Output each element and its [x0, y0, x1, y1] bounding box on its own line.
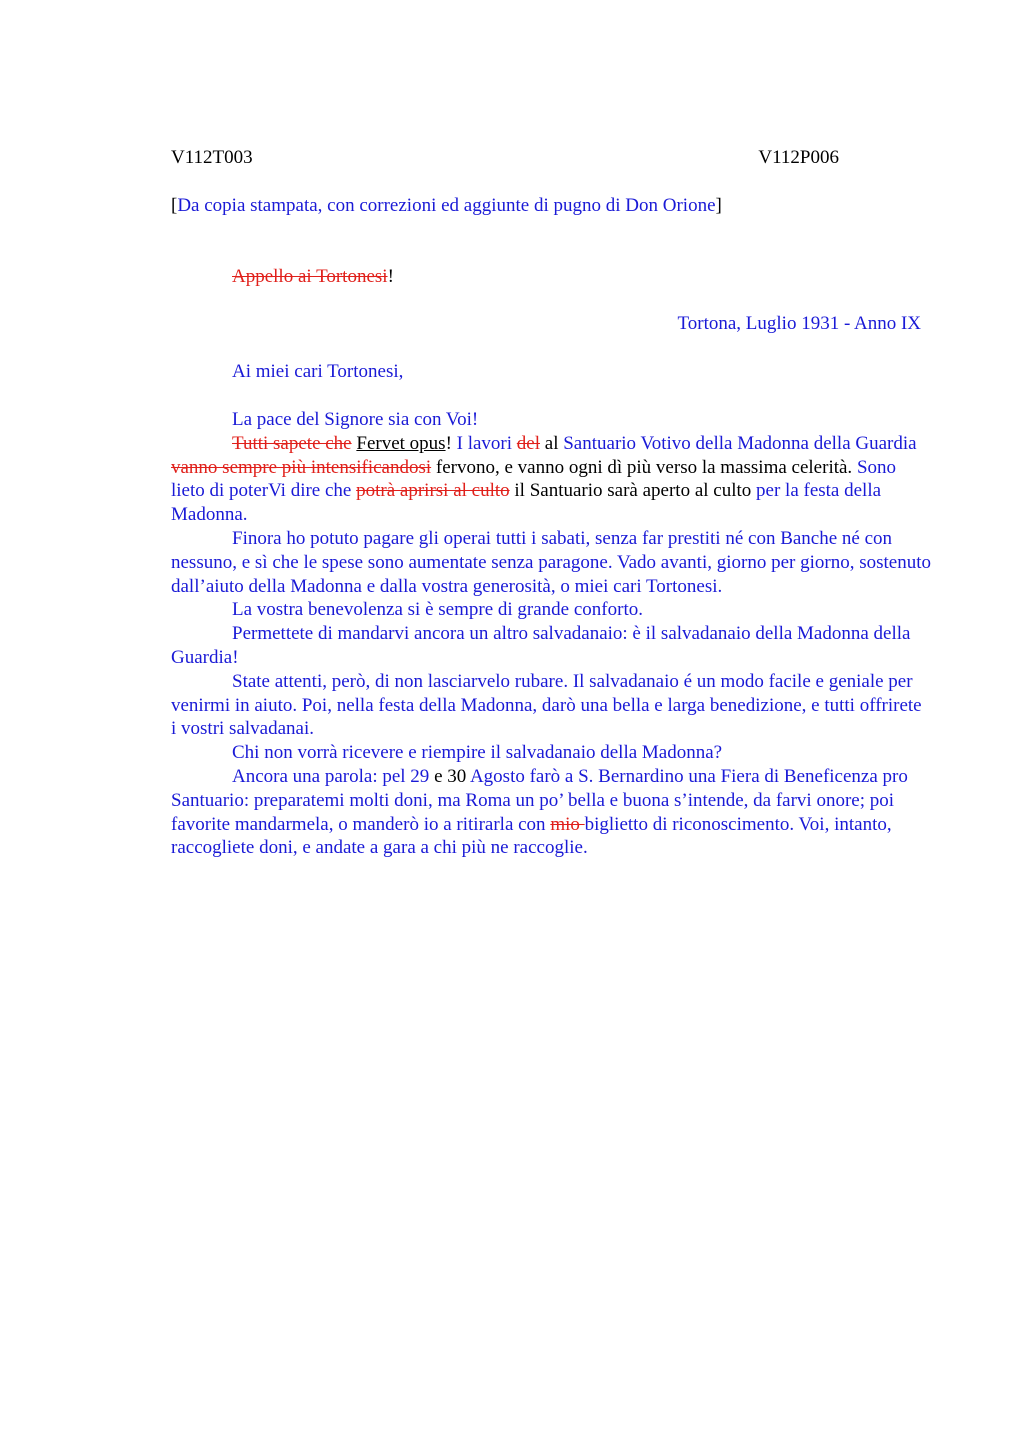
deleted-title-text: Appello ai Tortonesi — [232, 266, 388, 287]
added-text: Agosto farò a S. Bernardino una Fiera di Beneficenza pro Santuario: preparatemi molti doni, ma Roma un po’ bella e buona s’intende, da farvi onore; poi favorite mandarmela, o manderò io a ritirarla con — [171, 765, 908, 835]
salutation: Ai miei cari Tortonesi, — [232, 361, 404, 382]
deleted-text: del — [516, 432, 541, 454]
title-exclamation: ! — [387, 266, 394, 287]
source-note — [171, 195, 931, 217]
paragraph-warning: State attenti, però, di non lasciarvelo rubare. Il salvadanaio é un modo facile e geniale per venirmi in aiuto. Poi, nella festa della Madonna, darò una bella e larga benedizione, e tutti offrirete i vostri salvadanai. — [171, 670, 922, 740]
deleted-text: vanno sempre più intensificandosi — [171, 456, 432, 478]
added-text: Ancora una parola: pel 29 — [232, 765, 430, 787]
added-text: per la festa della Madonna. — [171, 480, 882, 526]
paragraph-salvadanaio: Permettete di mandarvi ancora un altro salvadanaio: è il salvadanaio della Madonna della Guardia! — [171, 623, 911, 668]
document-header — [171, 147, 839, 171]
dateline: Tortona, Luglio 1931 - Anno IX — [677, 313, 921, 334]
volume-code: V112T003 — [171, 147, 253, 168]
paragraph-fervet-opus — [171, 432, 931, 527]
paragraph-payments: Finora ho potuto pagare gli operai tutti i sabati, senza far prestiti né con Banche né con nessuno, e sì che le spese sono aumentate senza paragone. Vado avanti, giorno per giorno, sostenuto dall’aiuto della Madonna e dalla vostra generosità, o miei cari Tortonesi. — [171, 527, 931, 597]
page-code: V112P006 — [758, 147, 839, 168]
deleted-text: mio — [550, 813, 585, 835]
letter-title — [232, 266, 394, 288]
paragraph-question: Chi non vorrà ricevere e riempire il salvadanaio della Madonna? — [232, 742, 723, 764]
paragraph-fair — [171, 765, 931, 860]
source-note-close-bracket: ] — [715, 195, 722, 216]
source-note-open-bracket: [ — [171, 195, 178, 216]
added-text: biglietto di riconoscimento. Voi, intanto, raccogliete doni, e andate a gara a chi più ne raccoglie. — [171, 813, 892, 859]
added-text: Santuario Votivo della Madonna della Guardia — [563, 432, 917, 454]
underlined-fervet-opus: Fervet opus — [356, 432, 446, 454]
text-span: ! — [445, 432, 457, 454]
paragraph-greeting: La pace del Signore sia con Voi! — [232, 409, 479, 430]
deleted-text: potrà aprirsi al culto — [356, 480, 510, 502]
paragraph-benevolence: La vostra benevolenza si è sempre di grande conforto. — [232, 599, 643, 621]
text-span: e 30 — [429, 765, 470, 787]
text-span: al — [540, 432, 564, 454]
text-span: fervono, e vanno ogni dì più verso la massima celerità. — [431, 456, 857, 478]
added-text: Sono lieto di poterVi dire che — [171, 456, 897, 502]
text-span: il Santuario sarà aperto al culto — [509, 480, 752, 502]
deleted-text: Tutti sapete che — [232, 432, 352, 454]
source-note-text: Da copia stampata, con correzioni ed aggiunte di pugno di Don Orione — [177, 195, 716, 216]
letter-body — [171, 408, 931, 860]
added-text: I lavori — [456, 432, 517, 454]
